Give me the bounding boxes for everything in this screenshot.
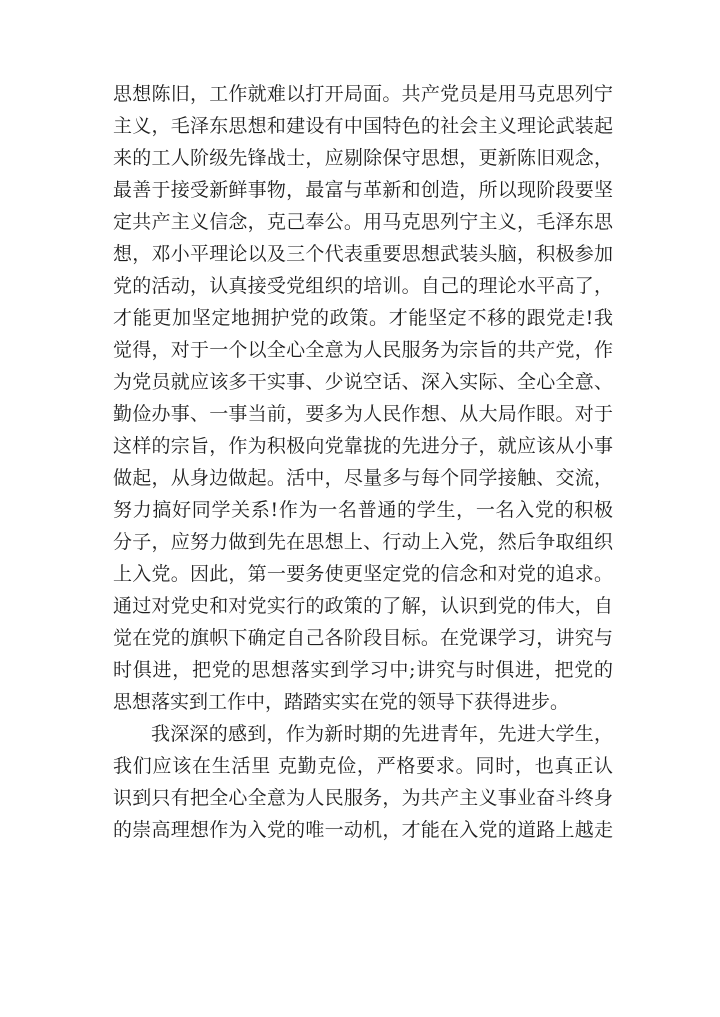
text-line: 想，邓小平理论以及三个代表重要思想武装头脑，积极参加 <box>113 243 613 265</box>
paragraph <box>113 718 613 846</box>
text-line: 觉在党的旗帜下确定自己各阶段目标。在党课学习，讲究与 <box>113 627 613 649</box>
document-body <box>113 78 613 846</box>
text-line: 做起，从身边做起。活中，尽量多与每个同学接触、交流， <box>113 467 613 489</box>
text-line: 才能更加坚定地拥护党的政策。才能坚定不移的跟党走!我 <box>113 307 613 329</box>
text-line: 党的活动，认真接受党组织的培训。自己的理论水平高了， <box>113 275 613 297</box>
text-line: 最善于接受新鲜事物，最富与革新和创造，所以现阶段要坚 <box>113 179 613 201</box>
text-line: 来的工人阶级先锋战士，应剔除保守思想，更新陈旧观念， <box>113 147 613 169</box>
text-line: 努力搞好同学关系!作为一名普通的学生，一名入党的积极 <box>113 499 613 521</box>
text-line: 的崇高理想作为入党的唯一动机，才能在入党的道路上越走 <box>113 819 613 841</box>
text-line: 识到只有把全心全意为人民服务，为共产主义事业奋斗终身 <box>113 787 613 809</box>
text-line: 这样的宗旨，作为积极向党靠拢的先进分子，就应该从小事 <box>113 435 613 457</box>
text-line: 思想落实到工作中，踏踏实实在党的领导下获得进步。 <box>113 691 570 713</box>
text-line: 通过对党史和对党实行的政策的了解，认识到党的伟大，自 <box>113 595 613 617</box>
text-line: 思想陈旧，工作就难以打开局面。共产党员是用马克思列宁 <box>113 83 613 105</box>
text-line: 分子，应努力做到先在思想上、行动上入党，然后争取组织 <box>113 531 613 553</box>
text-line: 时俱进，把党的思想落实到学习中;讲究与时俱进，把党的 <box>113 659 613 681</box>
text-line: 主义，毛泽东思想和建设有中国特色的社会主义理论武装起 <box>113 115 613 137</box>
text-line: 勤俭办事、一事当前，要多为人民作想、从大局作眼。对于 <box>113 403 613 425</box>
text-line: 我深深的感到，作为新时期的先进青年，先进大学生， <box>151 723 613 745</box>
text-line: 上入党。因此，第一要务使更坚定党的信念和对党的追求。 <box>113 563 613 585</box>
text-line: 觉得，对于一个以全心全意为人民服务为宗旨的共产党，作 <box>113 339 613 361</box>
text-line: 我们应该在生活里 克勤克俭，严格要求。同时，也真正认 <box>113 755 613 777</box>
text-line: 定共产主义信念，克己奉公。用马克思列宁主义，毛泽东思 <box>113 211 613 233</box>
paragraph <box>113 78 613 718</box>
text-line: 为党员就应该多干实事、少说空话、深入实际、全心全意、 <box>113 371 613 393</box>
